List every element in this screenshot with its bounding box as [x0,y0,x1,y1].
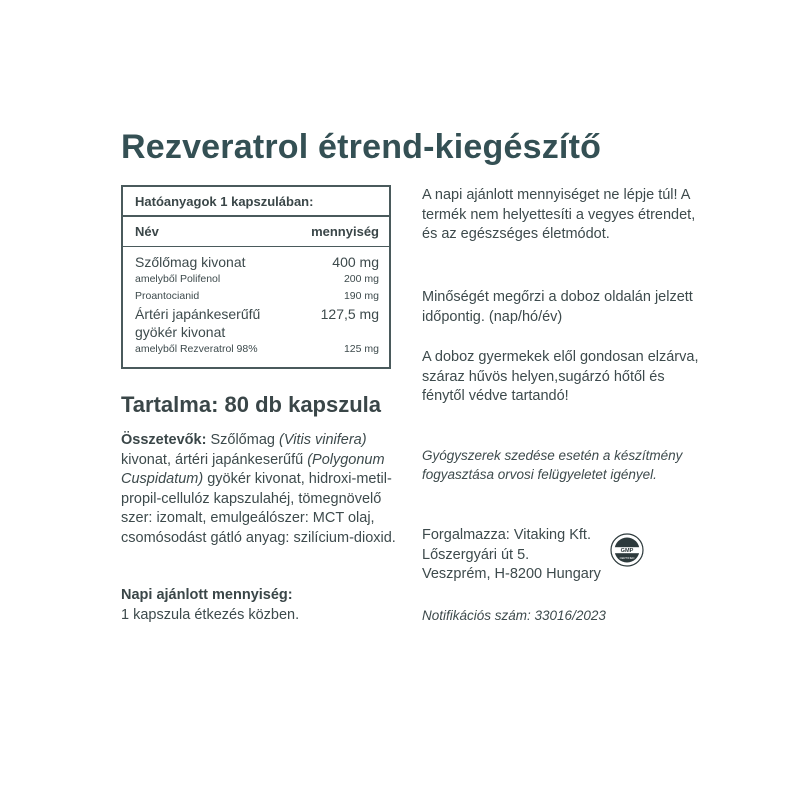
ingredient-name: Proantocianid [135,290,200,302]
ingredient-row [135,288,379,305]
distributor-info [422,526,702,585]
table-body [123,247,389,358]
ingredient-name: amelyből Polifenol [135,273,221,285]
distributor-city: Veszprém, H-8200 Hungary [422,566,601,583]
distributor-street: Lőszergyári út 5. [422,546,530,563]
ingredient-amount: 125 mg [343,343,379,355]
ingredient-amount: 400 mg [332,254,379,270]
ingredient-name: Ártéri japánkeserűfű gyökér kivonat [135,306,261,340]
best-before-note: Minőségét megőrzi a doboz oldalán jelzett időpontig. (nap/hó/év) [422,289,693,325]
medication-note: Gyógyszerek szedése esetén a készítmény fogyasztása orvosi felügyeletet igényel. [422,448,683,482]
ingredient-row [135,253,379,271]
ingredient-row [135,305,379,341]
package-contents: Tartalma: 80 db kapszula [121,392,382,417]
ingredients-text: gyökér kivonat, hidroxi-metil-propil-cellulóz kapszulahéj, tömegnövelő szer: izomalt, emulgeálószer: MCT olaj, csomósodást gátló anyag: szilícium-dioxid. [121,471,396,546]
ingredients-text: Szőlőmag [206,432,279,448]
ingredient-amount: 190 mg [343,290,379,302]
ingredient-name: amelyből Rezveratrol 98% [135,343,258,355]
ingredient-row [135,341,379,358]
ingredients-latin-name: (Polygonum Cuspidatum) [121,451,385,488]
table-column-headers [123,217,389,247]
ingredients-paragraph [121,431,396,549]
gmp-text: GMP [620,548,634,555]
table-header: Hatóanyagok 1 kapszulában: [123,187,389,217]
ingredient-amount: 200 mg [343,273,379,285]
storage-note: A doboz gyermekek elől gondosan elzárva, száraz hűvös helyen,sugárzó hőtől és fénytől védve tartandó! [422,349,699,405]
column-name-header: Név [135,224,159,239]
active-ingredients-table [121,185,391,369]
ingredient-row [135,271,379,288]
daily-dose-text: 1 kapszula étkezés közben. [121,606,300,623]
product-title: Rezveratrol étrend-kiegészítő [121,128,602,166]
daily-dose-label: Napi ajánlott mennyiség: [121,587,293,603]
notification-number: Notifikációs szám: 33016/2023 [422,608,606,623]
dose-warning: A napi ajánlott mennyiséget ne lépje túl! A termék nem helyettesíti a vegyes étrendet, és az egészséges életmódot. [422,187,696,243]
daily-dose [121,586,396,625]
column-amount-header: mennyiség [311,224,379,239]
gmp-certified-icon [610,533,644,567]
ingredient-name: Szőlőmag kivonat [135,254,246,270]
ingredients-text: kivonat, ártéri japánkeserűfű [121,451,308,468]
distributor-name: Forgalmazza: Vitaking Kft. [422,527,591,543]
ingredient-amount: 127,5 mg [320,306,379,322]
gmp-subtext: CERTIFIED [619,556,635,560]
ingredients-label: Összetevők: [121,432,207,448]
ingredients-latin-name: (Vitis vinifera) [278,432,367,448]
